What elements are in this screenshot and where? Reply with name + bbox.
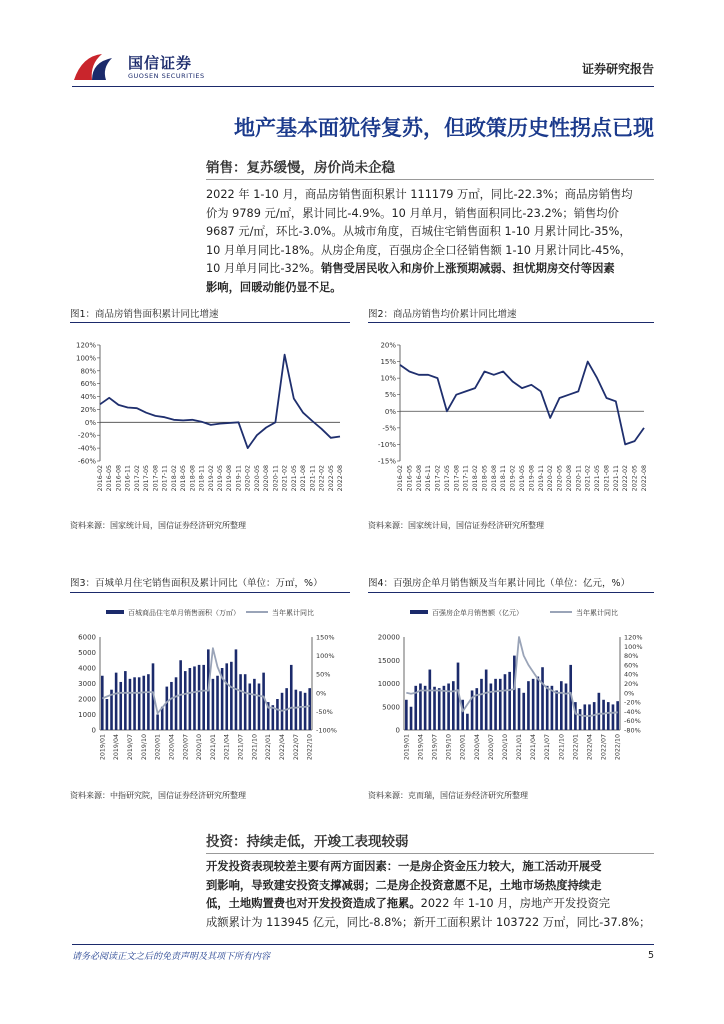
x-tick-label: 2021-08 [603,465,611,492]
para-line: 2022 年 1-10 月，房地产开发投资完 [420,897,611,911]
x-tick-label: 2020-05 [253,465,261,492]
series-line [400,362,644,445]
bar [612,704,615,730]
bar [184,671,187,730]
x-tick-label: 2020/04 [168,734,176,761]
y-right-tick-label: 80% [624,652,639,661]
bar [276,699,279,730]
bar [248,684,251,731]
x-tick-label: 2016-08 [415,465,423,492]
fig3-source: 资料来源：中指研究院，国信证券经济研究所整理 [70,791,246,800]
bar [513,656,516,730]
bar [115,673,118,730]
x-tick-label: 2022/07 [600,734,608,761]
bar [212,679,215,730]
x-tick-label: 2022/04 [586,734,594,761]
para-bold: 销售受居民收入和房价上涨预期减弱、担忧期房交付等因素 [320,262,615,276]
y-right-tick-label: 120% [624,633,643,642]
para-line: 10 月单月同比-32%。 [206,262,321,276]
document-type: 证券研究报告 [581,62,654,76]
bar [504,674,507,730]
y-left-tick-label: 0 [395,726,400,735]
bar [295,690,298,730]
bar [142,676,145,730]
y-tick-label: -20% [77,431,96,440]
x-tick-label: 2019-08 [528,465,536,492]
x-tick-label: 2020/07 [182,734,190,761]
bar [485,670,488,730]
x-tick-label: 2016-08 [115,465,123,492]
footer-divider [72,944,654,945]
x-tick-label: 2020-08 [263,465,271,492]
y-right-tick-label: -40% [624,707,641,716]
x-tick-label: 2021/07 [544,734,552,761]
header-divider [72,86,654,87]
y-tick-label: 5% [384,391,396,400]
bar [161,707,164,730]
x-tick-label: 2020/10 [196,734,204,761]
x-tick-label: 2020-05 [556,465,564,492]
x-tick-label: 2022/04 [279,734,287,761]
y-left-tick-label: 2000 [78,695,96,704]
bar [499,679,502,730]
bar [616,701,619,730]
bar [494,679,497,730]
bar [175,677,178,730]
para-bold: 开发投资表现较差主要有两方面因素：一是房企资金压力较大，施工活动开展受 [206,860,602,873]
x-tick-label: 2019/04 [417,734,425,761]
y-left-tick-label: 1000 [78,711,96,719]
bar [551,686,554,730]
para-bold: 影响，回暖动能仍显不足。 [206,280,342,294]
x-tick-label: 2021-05 [594,465,602,492]
x-tick-label: 2021/01 [209,734,217,761]
y-right-tick-label: 60% [624,661,639,670]
bar [452,681,455,730]
bar [438,688,441,730]
x-tick-label: 2019/04 [113,734,121,761]
x-tick-label: 2021-11 [612,465,620,492]
bar [138,677,141,730]
x-tick-label: 2021-11 [309,465,317,492]
x-tick-label: 2022/01 [572,734,580,761]
x-tick-label: 2016-02 [97,465,104,492]
bar [598,693,601,730]
x-tick-label: 2019-11 [537,465,545,492]
legend-line-label: 当年累计同比 [576,609,618,617]
x-tick-label: 2022-05 [631,465,639,492]
para-line: 2022 年 1-10 月，商品房销售面积累计 111179 万㎡，同比-22.3%；商品房销售均 [206,188,633,201]
y-tick-label: -60% [77,457,96,466]
fig1-source: 资料来源：国家统计局，国信证券经济研究所整理 [70,521,246,530]
bar [560,681,563,730]
y-right-tick-label: 50% [316,670,331,679]
y-tick-label: 15% [380,358,396,367]
y-tick-label: 10% [380,374,396,383]
fig2-title: 图2：商品房销售均价累计同比增速 [368,309,517,320]
x-tick-label: 2022/10 [306,734,314,761]
bar [522,693,525,730]
bar [170,682,173,730]
bar [541,667,544,730]
x-tick-label: 2016-11 [425,465,433,492]
x-tick-label: 2022/07 [292,734,300,761]
bar [124,671,127,730]
x-tick-label: 2022-08 [641,465,648,492]
bar [129,679,132,730]
bar [443,686,446,730]
bar [518,688,521,730]
y-left-tick-label: 10000 [377,680,400,688]
y-tick-label: 80% [80,367,96,376]
x-tick-label: 2017-05 [443,465,451,492]
bar [546,686,549,730]
y-tick-label: -5% [382,424,396,433]
fig1-rule [70,322,350,323]
bar [299,691,302,730]
bar [198,665,201,730]
bar [490,684,493,731]
bar [480,679,483,730]
x-tick-label: 2018-08 [490,465,498,492]
fig4-source: 资料来源：克而瑞，国信证券经济研究所整理 [368,791,528,800]
y-left-tick-label: 5000 [78,649,96,657]
x-tick-label: 2019/07 [431,734,439,761]
x-tick-label: 2019/01 [99,734,107,761]
bar [106,699,109,730]
bar [583,704,586,730]
x-tick-label: 2020/01 [459,734,467,761]
x-tick-label: 2021/10 [558,734,566,761]
x-tick-label: 2017-08 [152,465,160,492]
y-right-tick-label: -20% [624,698,641,707]
y-right-tick-label: -80% [624,726,641,735]
y-right-tick-label: 100% [624,642,643,651]
fig2-source: 资料来源：国家统计局，国信证券经济研究所整理 [368,521,544,530]
y-tick-label: 20% [380,341,396,350]
y-right-tick-label: 0% [624,689,635,698]
bar [410,707,413,730]
legend-bar-label: 百城商品住宅单月销售面积（万㎡） [128,609,240,617]
y-right-tick-label: 40% [624,670,639,679]
bar [579,709,582,730]
y-tick-label: 0% [384,407,396,416]
bar [101,676,104,730]
y-right-tick-label: -60% [624,717,641,726]
x-tick-label: 2017-02 [434,465,442,492]
x-tick-label: 2020/01 [154,734,162,761]
bar [588,704,591,730]
fig2-chart [368,330,654,510]
x-tick-label: 2018-05 [180,465,188,492]
x-tick-label: 2020-11 [272,465,280,492]
x-tick-label: 2020-11 [575,465,583,492]
y-tick-label: 100% [75,354,96,363]
x-tick-label: 2019-05 [519,465,526,492]
bar [253,679,256,730]
bar [156,715,159,731]
bar [147,674,150,730]
bar [304,693,307,730]
legend-bar-swatch [410,610,428,614]
x-tick-label: 2019/01 [403,734,411,761]
bar [133,677,136,730]
para-line: 10 月单月同比-18%。从房企角度，百强房企全口径销售额 1-10 月累计同比-45%， [206,243,632,257]
bar [429,670,432,730]
x-tick-label: 2020-02 [244,465,252,492]
x-tick-label: 2017-08 [453,465,461,492]
bar [607,702,610,730]
x-tick-label: 2019/07 [126,734,134,761]
y-right-tick-label: -100% [316,726,337,735]
page-title: 地产基本面犹待复苏，但政策历史性拐点已现 [234,116,654,140]
bar [225,663,228,730]
x-tick-label: 2018-08 [189,465,197,492]
x-tick-label: 2018-02 [170,465,178,492]
y-left-tick-label: 20000 [377,633,400,642]
investment-paragraph [206,858,656,932]
bar [565,684,568,731]
bar [290,665,293,730]
sales-paragraph [206,186,656,298]
para-bold: 低，土地购置费也对开发投资造成了拖累。 [206,897,421,911]
bar [262,673,265,730]
y-tick-label: 0% [84,418,96,427]
bar [166,687,169,730]
bar [308,688,311,730]
x-tick-label: 2021/01 [516,734,524,761]
bar [555,690,558,730]
x-tick-label: 2021/04 [530,734,538,761]
y-tick-label: 120% [75,341,96,350]
section-divider [206,853,654,854]
bar [202,665,205,730]
bar [466,714,469,730]
x-tick-label: 2022-02 [622,465,630,492]
section-divider [206,179,654,180]
para-line: 价为 9789 元/㎡，累计同比-4.9%。10 月单月，销售面积同比-23.2%；销售均价 [206,206,619,220]
x-tick-label: 2020/10 [501,734,509,761]
y-left-tick-label: 6000 [78,633,96,642]
y-right-tick-label: 0% [316,689,327,698]
para-line: 9687 元/㎡，环比-3.0%。从城市角度，百城住宅销售面积 1-10 月累计同比-35%， [206,225,631,239]
bar [230,662,233,730]
legend-line-label: 当年累计同比 [272,609,314,617]
x-tick-label: 2019-08 [226,465,234,492]
x-tick-label: 2016-05 [106,465,114,492]
bar [258,684,261,731]
x-tick-label: 2019-05 [217,465,224,492]
bar [527,681,530,730]
x-tick-label: 2021/04 [223,734,231,761]
bar [537,677,540,730]
x-tick-label: 2017-11 [462,465,470,492]
para-line: 成额累计为 113945 亿元，同比-8.8%；新开工面积累计 103722 万㎡，同比-37.8%； [206,915,651,929]
bar [193,666,196,730]
y-tick-label: 60% [80,380,96,389]
y-right-tick-label: 150% [316,633,335,642]
x-tick-label: 2022-02 [318,465,326,492]
x-tick-label: 2019-02 [207,465,215,492]
y-right-tick-label: -50% [316,707,333,716]
fig4-chart [368,600,654,780]
x-tick-label: 2016-05 [406,465,414,492]
x-tick-label: 2018-11 [198,465,206,492]
x-tick-label: 2018-05 [481,465,489,492]
x-tick-label: 2019-11 [235,465,243,492]
x-tick-label: 2021-02 [584,465,592,492]
x-tick-label: 2022/10 [614,734,622,761]
x-tick-label: 2022-05 [327,465,335,492]
brand-name-en: GUOSEN SECURITIES [128,72,205,80]
series-line [100,355,340,448]
bar [119,682,122,730]
fig4-title: 图4：百强房企单月销售额及当年累计同比（单位：亿元，%） [368,578,631,589]
x-tick-label: 2022/01 [265,734,273,761]
x-tick-label: 2020-02 [547,465,555,492]
x-tick-label: 2019/10 [445,734,453,761]
bar [216,676,219,730]
x-tick-label: 2019/10 [140,734,148,761]
bar [532,679,535,730]
fig3-rule [70,592,350,593]
x-tick-label: 2020/07 [487,734,495,761]
y-left-tick-label: 3000 [78,680,96,688]
y-left-tick-label: 4000 [78,664,96,673]
fig2-rule [368,322,654,323]
bar [239,674,242,730]
legend-bar-label: 百强房企单月销售额（亿元） [432,609,523,617]
x-tick-label: 2017-02 [133,465,141,492]
x-tick-label: 2017-11 [161,465,169,492]
y-right-tick-label: 100% [316,652,335,661]
x-tick-label: 2016-02 [397,465,404,492]
y-tick-label: -40% [77,444,96,453]
x-tick-label: 2020-08 [565,465,573,492]
x-tick-label: 2021-08 [300,465,308,492]
y-right-tick-label: 20% [624,680,639,688]
fig1-chart [70,330,350,510]
disclaimer-link[interactable]: 请务必阅读正文之后的免责声明及其项下所有内容 [72,952,271,962]
x-tick-label: 2021/10 [251,734,259,761]
x-tick-label: 2022-08 [337,465,344,492]
bar [424,686,427,730]
section-title-sales: 销售：复苏缓慢，房价尚未企稳 [206,160,395,176]
bar [602,700,605,730]
x-tick-label: 2016-11 [124,465,132,492]
x-tick-label: 2019-02 [509,465,517,492]
fig3-chart [70,600,350,780]
y-left-tick-label: 15000 [377,656,400,665]
bar [433,687,436,730]
x-tick-label: 2018-11 [500,465,508,492]
bar [244,674,247,730]
brand-name: 国信证券 [128,54,193,72]
y-left-tick-label: 5000 [382,703,400,712]
guosen-logo-icon [72,50,120,84]
fig4-rule [368,592,654,593]
bar [405,700,408,730]
x-tick-label: 2018-02 [472,465,480,492]
y-tick-label: 40% [80,393,96,402]
y-tick-label: -15% [377,457,396,466]
x-tick-label: 2021/07 [237,734,245,761]
y-tick-label: 20% [80,405,96,414]
x-tick-label: 2017-05 [143,465,151,492]
y-tick-label: -10% [377,440,396,449]
bar [508,672,511,730]
x-tick-label: 2020/04 [473,734,481,761]
bar [189,668,192,730]
fig1-title: 图1：商品房销售面积累计同比增速 [70,309,219,320]
para-bold: 到影响，导致建安投资支撑减弱；二是房企投资意愿不足，土地市场热度持续走 [206,878,602,892]
section-title-investment: 投资：持续走低，开竣工表现较弱 [206,834,409,850]
fig3-title: 图3：百城单月住宅销售面积及累计同比（单位：万㎡，%） [70,578,323,589]
x-tick-label: 2021-05 [290,465,298,492]
page-number: 5 [647,950,654,961]
legend-bar-swatch [106,610,124,614]
x-tick-label: 2021-02 [281,465,289,492]
y-left-tick-label: 0 [91,726,96,735]
